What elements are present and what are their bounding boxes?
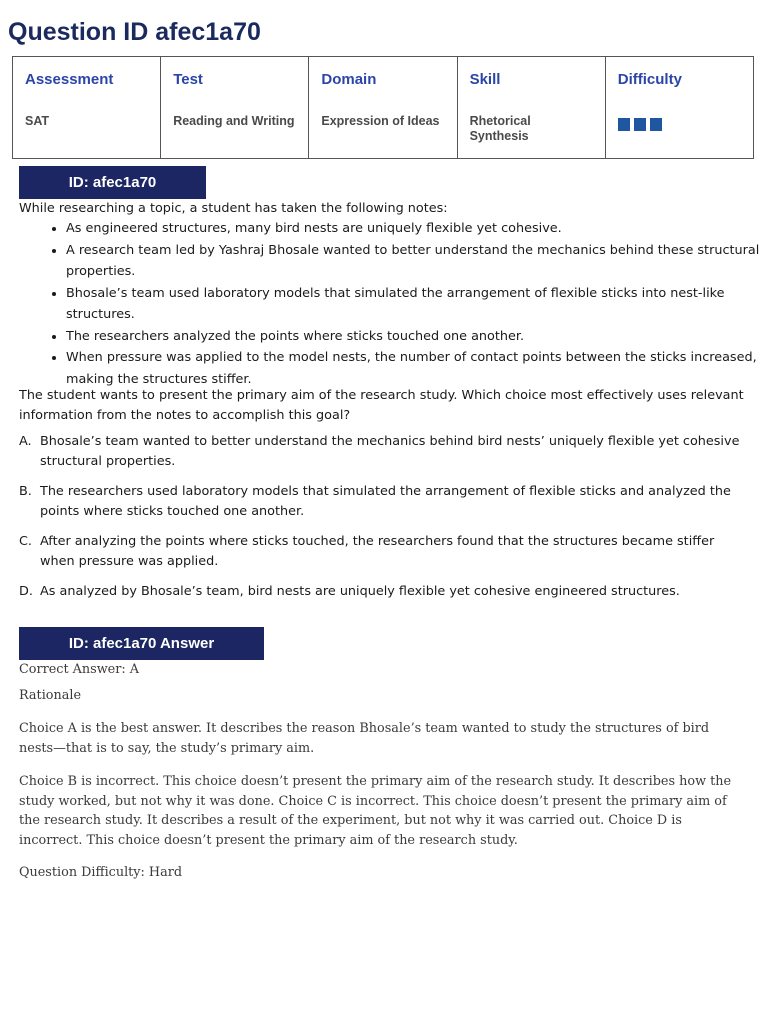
difficulty-square — [634, 118, 646, 131]
rationale-paragraph-1: Choice A is the best answer. It describes the reason Bhosale’s team wanted to study the structures of bird nests—that is to say, the study’s primary aim. — [19, 721, 710, 756]
meta-value-assessment: SAT — [25, 114, 50, 128]
notes-list — [46, 218, 766, 390]
choice-text: The researchers used laboratory models that simulated the arrangement of flexible sticks and analyzed the points where sticks touched one another. — [40, 484, 731, 519]
meta-value-skill: Rhetorical Synthesis — [469, 114, 531, 143]
correct-answer: Correct Answer: A — [19, 662, 139, 677]
question-id-bar: ID: afec1a70 — [19, 166, 206, 199]
difficulty-square — [618, 118, 630, 131]
note-item: • Bhosale’s team used laboratory models that simulated the arrangement of flexible sticks into nest-like structures. — [66, 283, 766, 326]
choice-letter: B. — [19, 484, 32, 499]
question-meta-table — [12, 56, 754, 159]
choice-a — [19, 432, 749, 471]
note-item: • A research team led by Yashraj Bhosale wanted to better understand the mechanics behind these structural properties. — [66, 240, 766, 283]
note-item: • The researchers analyzed the points where sticks touched one another. — [66, 326, 766, 348]
rationale-heading: Rationale — [19, 688, 82, 703]
choice-b — [19, 482, 749, 521]
choice-letter: C. — [19, 534, 33, 549]
meta-header-test: Test — [173, 71, 203, 88]
question-prompt: The student wants to present the primary aim of the research study. Which choice most effectively uses relevant information from the notes to accomplish this goal? — [19, 388, 744, 423]
answer-choices — [19, 432, 749, 613]
difficulty-indicator — [618, 118, 741, 131]
choice-text: Bhosale’s team wanted to better understand the mechanics behind bird nests’ uniquely flexible yet cohesive structural properties. — [40, 434, 740, 469]
choice-text: After analyzing the points where sticks touched, the researchers found that the structures became stiffer when pressure was applied. — [40, 534, 715, 569]
rationale-paragraph-2: Choice B is incorrect. This choice doesn’t present the primary aim of the research study. It describes how the study worked, but not why it was done. Choice C is incorrect. This choice doesn’t present the primary aim of the research study. It describes a result of the experiment, but not why it was carried out. Choice D is incorrect. This choice doesn’t present the primary aim of the research study. — [19, 774, 732, 848]
meta-header-skill: Skill — [469, 71, 501, 88]
choice-letter: D. — [19, 584, 33, 599]
answer-id-bar: ID: afec1a70 Answer — [19, 627, 264, 660]
choice-c — [19, 532, 749, 571]
question-difficulty: Question Difficulty: Hard — [19, 865, 183, 880]
note-item: • As engineered structures, many bird nests are uniquely flexible yet cohesive. — [66, 218, 766, 240]
meta-header-domain: Domain — [321, 71, 377, 88]
meta-cell-difficulty — [605, 57, 753, 159]
meta-cell-domain — [309, 57, 457, 159]
choice-d — [19, 582, 749, 602]
difficulty-square — [650, 118, 662, 131]
meta-header-difficulty: Difficulty — [617, 71, 682, 88]
meta-cell-test — [161, 57, 309, 159]
meta-value-domain: Expression of Ideas — [321, 114, 440, 128]
choice-letter: A. — [19, 434, 32, 449]
page-title: Question ID afec1a70 — [8, 18, 261, 46]
note-item: • When pressure was applied to the model nests, the number of contact points between the sticks increased, making the structures stiffer. — [66, 347, 766, 390]
meta-header-assessment: Assessment — [25, 71, 114, 88]
choice-text: As analyzed by Bhosale’s team, bird nests are uniquely flexible yet cohesive engineered structures. — [40, 584, 680, 599]
notes-intro: While researching a topic, a student has taken the following notes: — [19, 201, 448, 216]
meta-cell-skill — [457, 57, 605, 159]
meta-cell-assessment — [13, 57, 161, 159]
meta-value-test: Reading and Writing — [173, 114, 295, 128]
